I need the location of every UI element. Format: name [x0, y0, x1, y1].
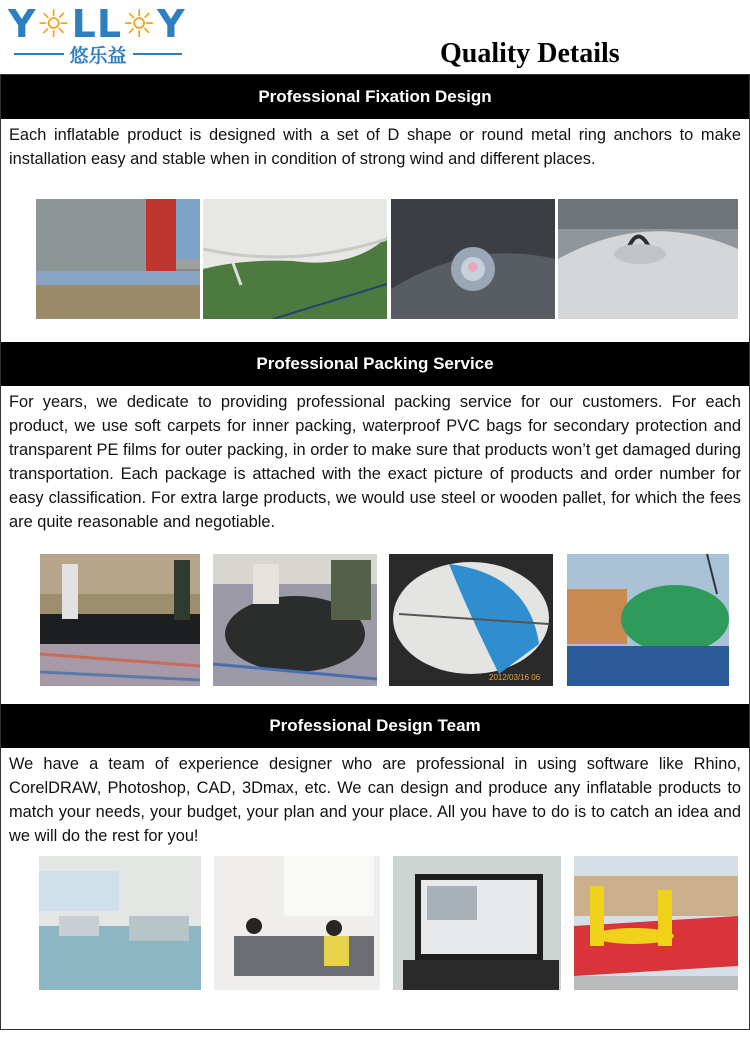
photo-packing-3 [389, 554, 553, 686]
photo-packing-2 [213, 554, 377, 686]
photo-inflatable-anchor-1 [36, 199, 200, 319]
sun-icon: ☼ [36, 2, 72, 46]
photo-inflatable-anchor-2 [203, 199, 387, 319]
section-fixation-design [0, 74, 750, 342]
photo-packing-4 [567, 554, 729, 686]
photo-round-ring-anchor [558, 199, 738, 319]
section-title: Professional Fixation Design [1, 75, 749, 119]
section-packing-service [0, 342, 750, 704]
photo-team-meeting [214, 856, 380, 990]
photo-row [1, 554, 750, 686]
photo-office [39, 856, 201, 990]
photo-packing-1 [40, 554, 200, 686]
company-logo [8, 4, 188, 66]
svg-text:2012/03/16 06: 2012/03/16 06 [489, 673, 541, 682]
section-title: Professional Design Team [1, 704, 749, 748]
section-title: Professional Packing Service [1, 342, 749, 386]
logo-subtitle: 悠乐益 [8, 42, 188, 66]
section-design-team [0, 704, 750, 1030]
section-text: We have a team of experience designer who are professional in using software like Rhino, CorelDRAW, Photoshop, CAD, 3Dmax, etc. We can design and produce any inflatable products to match your needs, your budget, your plan and your place. All you have to do is to catch an idea and we will do the rest for you! [9, 755, 741, 845]
sun-icon: ☼ [122, 2, 158, 46]
photo-row [1, 856, 750, 988]
page-title: Quality Details [440, 38, 620, 69]
section-text: Each inflatable product is designed with a set of D shape or round metal ring anchors to make installation easy and stable when in condition of strong wind and different places. [9, 126, 741, 168]
logo-wordmark: Y☼LL☼Y [8, 2, 186, 46]
section-text: For years, we dedicate to providing professional packing service for our customers. For each product, we use soft carpets for inner packing, waterproof PVC bags for secondary protection and transparent PE films for outer packing, in order to make sure that products won’t get damaged during transportation. Each package is attached with the exact picture of products and order number for easy classification. For extra large products, we would use steel or wooden pallet, for which the fees are quite reasonable and negotiable. [9, 393, 741, 531]
photo-laptop-design [393, 856, 561, 990]
photo-d-ring-closeup [391, 199, 555, 319]
photo-inflatable-model [574, 856, 738, 990]
photo-row [1, 199, 750, 331]
